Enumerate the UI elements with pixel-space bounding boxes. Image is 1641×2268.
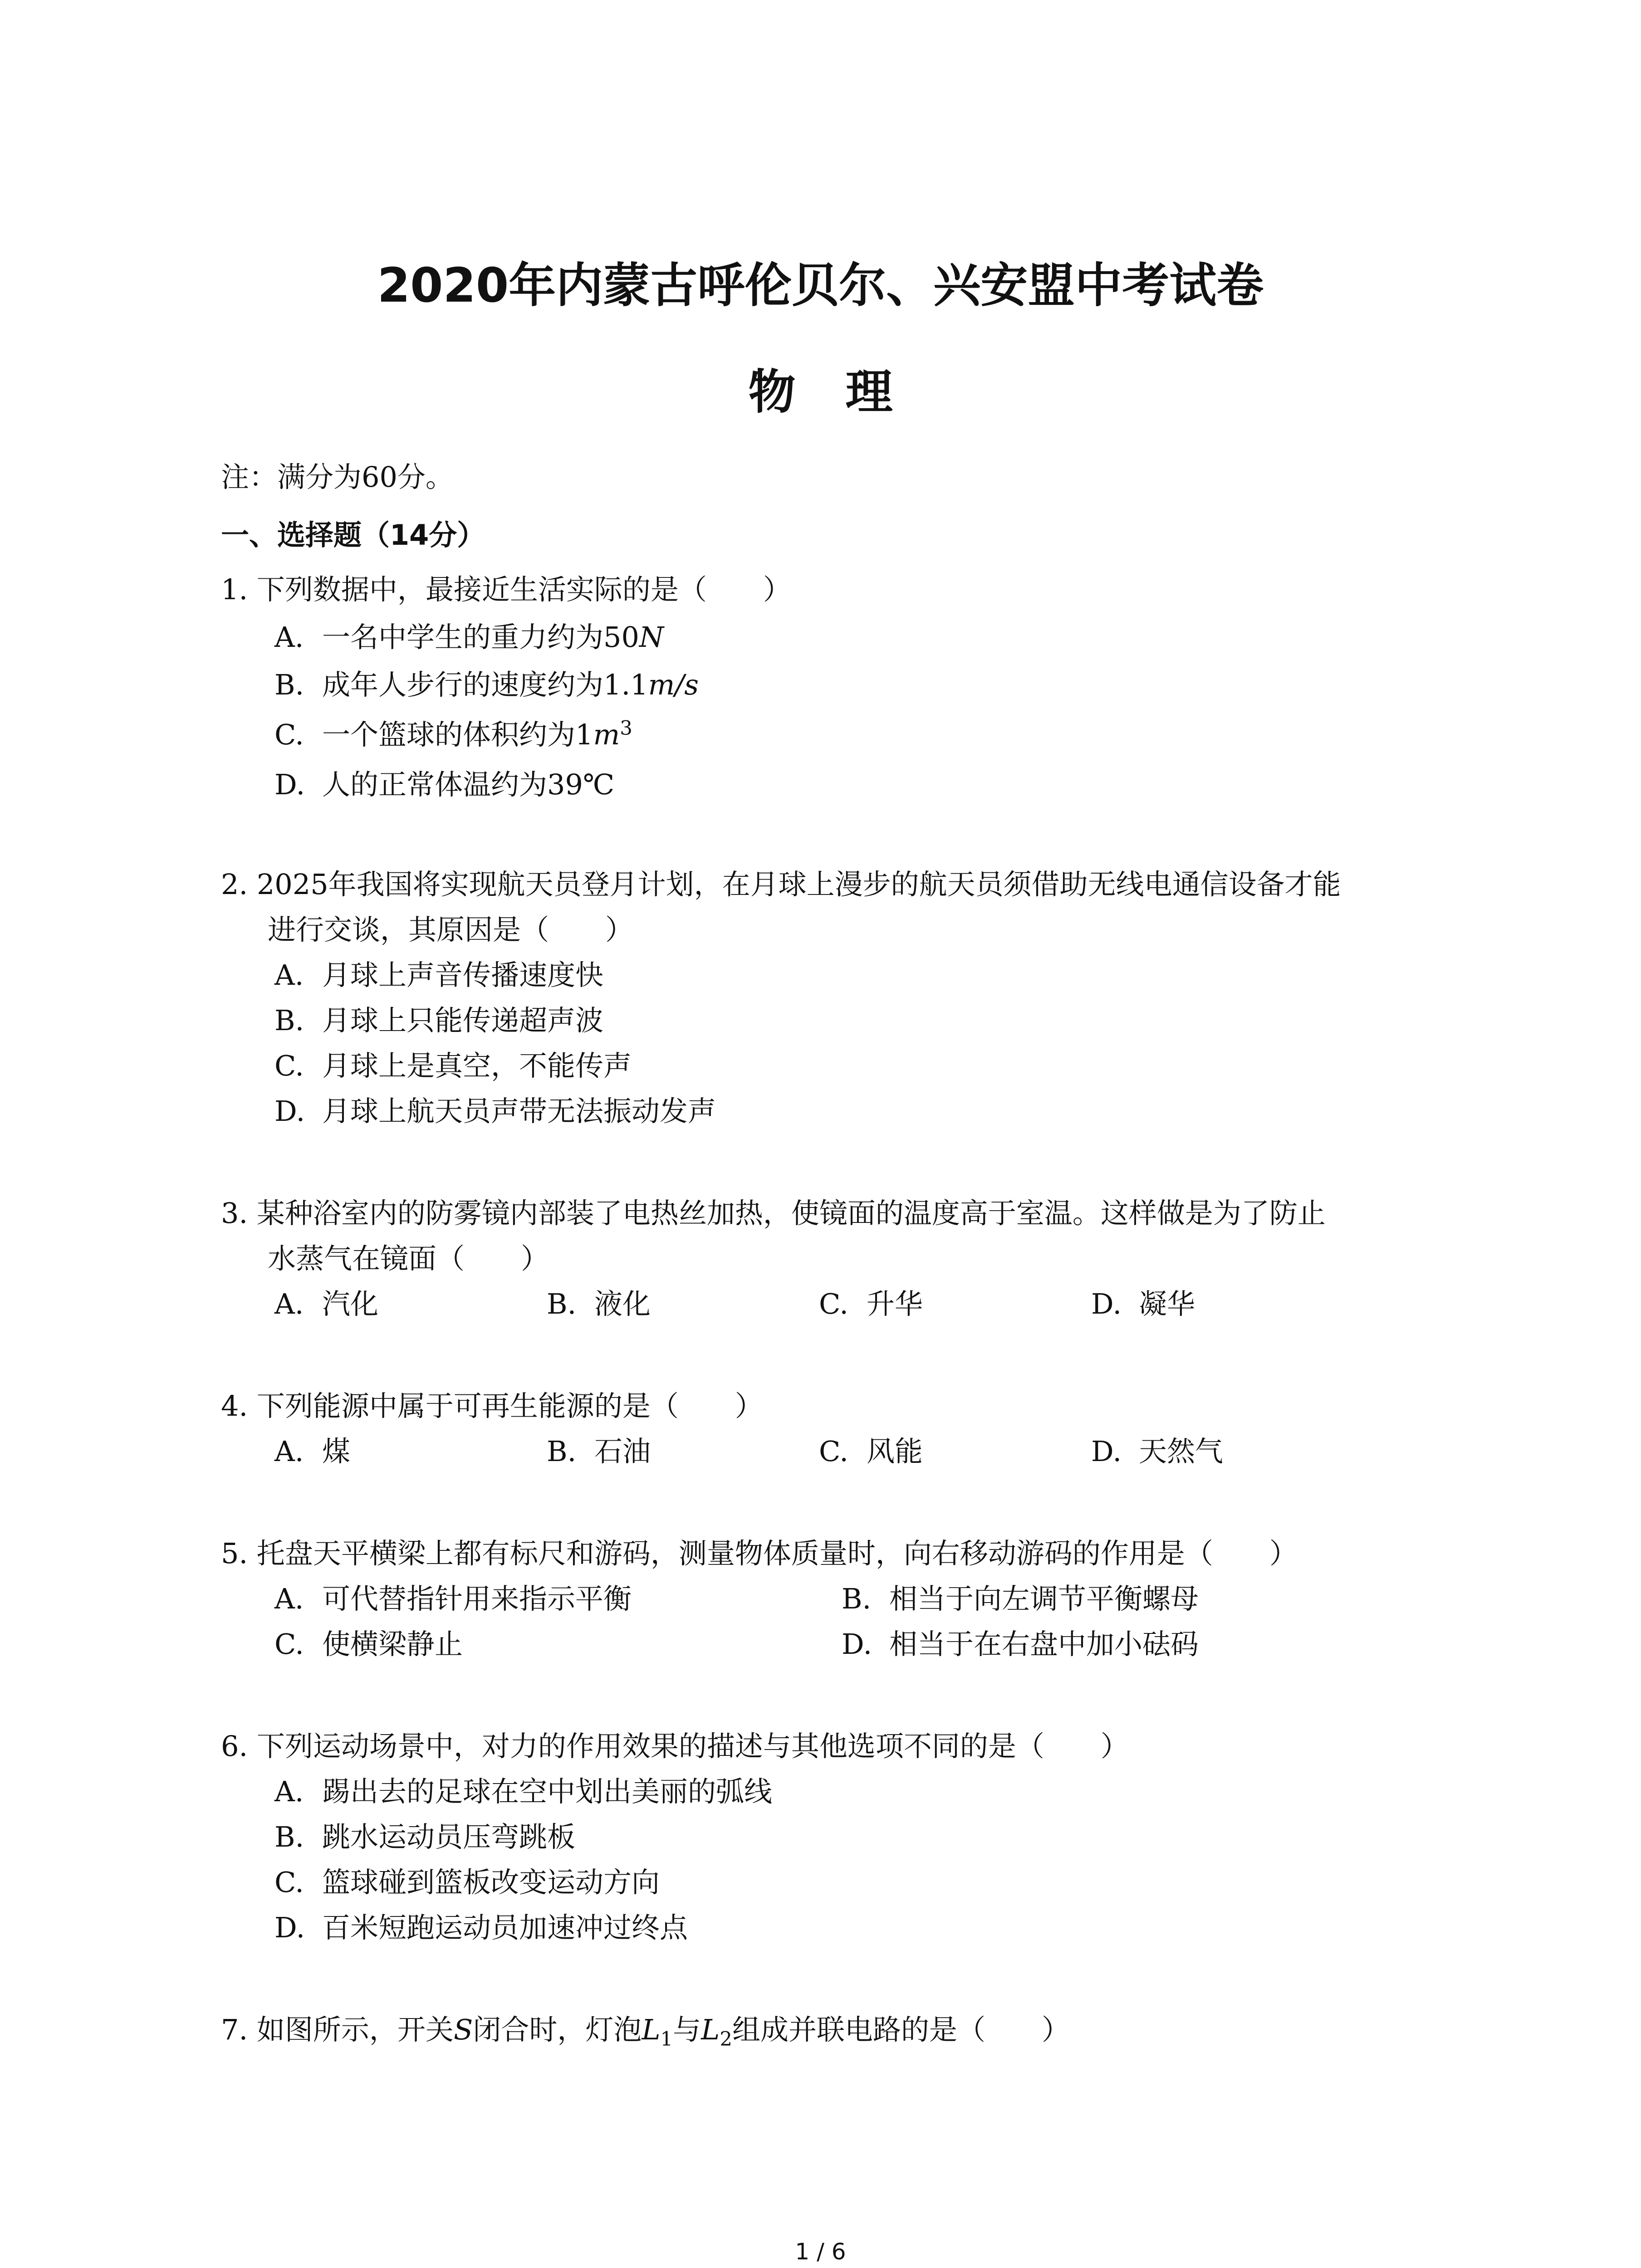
question-5-option-d[interactable] [842, 1622, 1199, 1662]
option-label: B. [547, 1287, 577, 1320]
question-3-option-a[interactable] [274, 1281, 378, 1322]
option-label: C. [274, 1628, 304, 1661]
option-label: A. [274, 958, 304, 992]
option-label: B. [547, 1435, 577, 1468]
option-label: D. [274, 1911, 305, 1944]
question-6-option-b[interactable] [274, 1814, 575, 1855]
question-4-option-a[interactable] [274, 1429, 350, 1469]
option-text: 跳水运动员压弯跳板 [322, 1820, 576, 1853]
option-label: A. [274, 1582, 304, 1615]
option-text: 月球上声音传播速度快 [322, 958, 604, 992]
exam-title: 2020年内蒙古呼伦贝尔、兴安盟中考试卷 [377, 258, 1264, 313]
option-text: 升华 [867, 1287, 923, 1320]
option-label: B. [274, 1004, 304, 1037]
question-1-option-c[interactable] [274, 712, 632, 753]
question-3-option-c[interactable] [819, 1281, 923, 1322]
stem-text: 闭合时，灯泡 [473, 2013, 642, 2046]
option-label: D. [274, 1095, 305, 1128]
question-5-option-c[interactable] [274, 1622, 463, 1662]
option-label: D. [842, 1628, 872, 1661]
option-text: 使横梁静止 [322, 1628, 463, 1661]
question-3-option-d[interactable] [1091, 1281, 1195, 1322]
question-6-option-c[interactable] [274, 1860, 660, 1900]
question-2-stem-line-2: 进行交谈，其原因是（ ） [268, 913, 634, 946]
option-label: A. [274, 621, 304, 654]
option-label: B. [842, 1582, 872, 1615]
option-text: 月球上只能传递超声波 [322, 1004, 604, 1037]
option-text: 煤 [322, 1435, 351, 1468]
question-4-option-b[interactable] [547, 1429, 651, 1469]
option-text: 月球上航天员声带无法振动发声 [322, 1095, 716, 1128]
option-unit: m/s [648, 668, 699, 701]
option-label: B. [274, 1820, 304, 1853]
option-text: 凝华 [1139, 1287, 1195, 1320]
option-label: D. [274, 768, 305, 801]
lamp-subscript: 1 [660, 2028, 673, 2051]
question-4-option-c[interactable] [819, 1429, 923, 1469]
option-label: C. [274, 718, 304, 751]
option-text: 成年人步行的速度约为1.1 [322, 668, 648, 701]
stem-text: 与 [673, 2013, 701, 2046]
option-label: A. [274, 1775, 304, 1808]
option-label: C. [274, 1049, 304, 1082]
question-4-option-d[interactable] [1091, 1429, 1223, 1469]
lamp-symbol: L [642, 2013, 661, 2046]
option-label: B. [274, 668, 304, 701]
option-text: 相当于在右盘中加小砝码 [889, 1628, 1199, 1661]
option-text: 石油 [594, 1435, 651, 1468]
option-label: C. [819, 1287, 848, 1320]
question-5-option-a[interactable] [274, 1576, 632, 1617]
option-text: 踢出去的足球在空中划出美丽的弧线 [322, 1775, 773, 1808]
option-text: 百米短跑运动员加速冲过终点 [322, 1911, 688, 1944]
option-text: 相当于向左调节平衡螺母 [889, 1582, 1199, 1615]
question-4-stem: 4. 下列能源中属于可再生能源的是（ ） [221, 1389, 763, 1422]
question-2-option-b[interactable] [274, 998, 603, 1038]
option-text: 液化 [594, 1287, 651, 1320]
stem-text: 7. 如图所示，开关 [221, 2013, 454, 2046]
option-unit: m [593, 718, 620, 751]
subject-title: 物理 [748, 364, 943, 420]
switch-symbol: S [453, 2013, 473, 2046]
question-2-stem-line-1: 2. 2025年我国将实现航天员登月计划，在月球上漫步的航天员须借助无线电通信设备才能 [221, 868, 1341, 901]
score-note: 注：满分为60分。 [221, 460, 454, 494]
option-text: 风能 [867, 1435, 923, 1468]
option-label: D. [1091, 1435, 1122, 1468]
question-2-option-d[interactable] [274, 1089, 716, 1129]
question-1-option-a[interactable] [274, 615, 664, 655]
option-text: 一名中学生的重力约为50 [322, 621, 639, 654]
question-6-option-d[interactable] [274, 1905, 688, 1945]
section-heading: 一、选择题（14分） [221, 518, 485, 552]
option-text: 汽化 [322, 1287, 379, 1320]
question-3-option-b[interactable] [547, 1281, 651, 1322]
question-5-option-b[interactable] [842, 1576, 1199, 1617]
question-3-stem-line-1: 3. 某种浴室内的防雾镜内部装了电热丝加热，使镜面的温度高于室温。这样做是为了防止 [221, 1197, 1326, 1230]
option-text: 可代替指针用来指示平衡 [322, 1582, 632, 1615]
stem-text: 组成并联电路的是（ ） [732, 2013, 1070, 2046]
option-label: D. [1091, 1287, 1122, 1320]
option-unit: N [639, 621, 664, 654]
page-number: 1 / 6 [795, 2239, 846, 2265]
question-1-option-d[interactable] [274, 762, 614, 802]
question-1-option-b[interactable] [274, 662, 699, 703]
option-text: 人的正常体温约为39℃ [322, 768, 615, 801]
option-text: 一个篮球的体积约为1 [322, 718, 593, 751]
question-6-stem: 6. 下列运动场景中，对力的作用效果的描述与其他选项不同的是（ ） [221, 1730, 1129, 1763]
question-2-option-c[interactable] [274, 1043, 632, 1084]
option-text: 篮球碰到篮板改变运动方向 [322, 1866, 660, 1899]
option-label: C. [819, 1435, 848, 1468]
question-1-stem: 1. 下列数据中，最接近生活实际的是（ ） [221, 573, 791, 606]
option-text: 天然气 [1139, 1435, 1224, 1468]
question-7-stem [221, 2007, 1070, 2050]
option-text: 月球上是真空，不能传声 [322, 1049, 632, 1082]
question-3-stem-line-2: 水蒸气在镜面（ ） [268, 1242, 549, 1275]
option-label: C. [274, 1866, 304, 1899]
question-5-stem: 5. 托盘天平横梁上都有标尺和游码，测量物体质量时，向右移动游码的作用是（ ） [221, 1537, 1298, 1570]
option-exponent: 3 [620, 717, 632, 740]
lamp-symbol: L [701, 2013, 720, 2046]
option-label: A. [274, 1435, 304, 1468]
question-2-option-a[interactable] [274, 953, 603, 993]
option-label: A. [274, 1287, 304, 1320]
lamp-subscript: 2 [720, 2028, 732, 2051]
question-6-option-a[interactable] [274, 1769, 772, 1809]
